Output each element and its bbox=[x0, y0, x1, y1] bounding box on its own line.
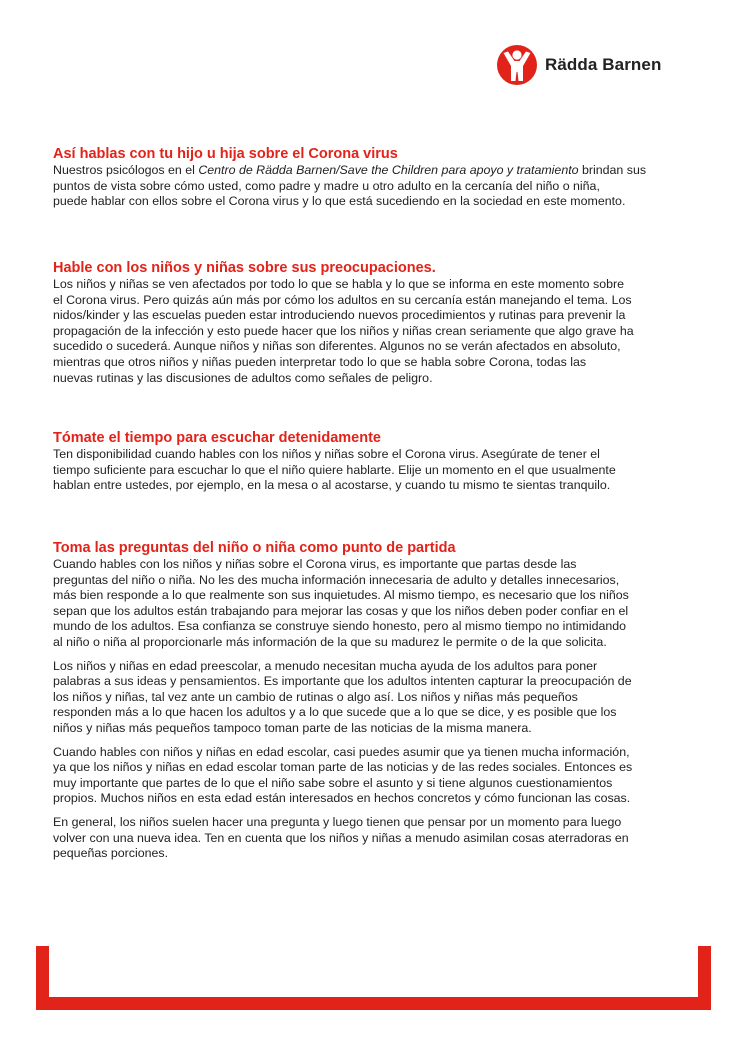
section-questions bbox=[53, 540, 699, 862]
logo bbox=[495, 43, 661, 87]
text-line: tiempo suficiente para escuchar lo que el niño quiere hablarte. Elije un momento en el que usualmente bbox=[53, 462, 616, 477]
section-paragraph bbox=[53, 745, 699, 807]
text-line: mientras que otros niños y niñas pueden interpretar todo lo que se habla sobre Corona, todas las bbox=[53, 354, 587, 369]
text-line: el Corona virus. Pero quizás aún más por cómo los adultos en su cercanía están manejando el tema. Los bbox=[53, 292, 632, 307]
text-line: hablan entre ustedes, por ejemplo, en la mesa o al acostarse, y cuando tu mismo te sientas tranquilo. bbox=[53, 478, 611, 493]
text-line: niños y niñas más pequeños tampoco toman parte de las noticias de la misma manera. bbox=[53, 720, 532, 735]
text-line: sucedido o sucederá. Aunque niños y niñas son diferentes. Algunos no se verán afectados en absoluto, bbox=[53, 339, 621, 354]
section-heading: Hable con los niños y niñas sobre sus preocupaciones. bbox=[53, 260, 436, 276]
footer-frame bbox=[36, 946, 711, 1010]
text-line: propios. Muchos niños en esta edad están interesados en hechos concretos y cómo funcionan las cosas. bbox=[53, 791, 631, 806]
section-paragraph bbox=[53, 277, 699, 386]
text-line: Cuando hables con niños y niñas en edad escolar, casi puedes asumir que ya tienen mucha información, bbox=[53, 744, 630, 759]
text-line: Cuando hables con los niños y niñas sobre el Corona virus, es importante que partas desde las bbox=[53, 557, 577, 571]
section-intro bbox=[53, 146, 699, 210]
text-line: puede hablar con ellos sobre el Corona virus y lo que está sucediendo en la sociedad en este momento. bbox=[53, 194, 626, 209]
text-line: Los niños y niñas se ven afectados por todo lo que se habla y lo que se informa en este momento sobre bbox=[53, 277, 625, 291]
text-line: pequeñas porciones. bbox=[53, 846, 169, 861]
section-paragraph bbox=[53, 815, 699, 862]
section-heading: Toma las preguntas del niño o niña como punto de partida bbox=[53, 540, 456, 556]
section-heading: Así hablas con tu hijo u hija sobre el Corona virus bbox=[53, 146, 398, 162]
text-line: preguntas del niño o niña. No les des mucha información innecesaria de adulto y detalles innecesarios, bbox=[53, 572, 620, 587]
text-line: al niño o niña al proporcionarle más información de la que su madurez le permite o de la que solicita. bbox=[53, 634, 607, 649]
centre-name: Centro de Rädda Barnen/Save the Children para apoyo y tratamiento bbox=[198, 163, 579, 177]
text-line: nidos/kinder y las escuelas pueden estar introduciendo nuevos procedimientos y rutinas para prevenir la bbox=[53, 308, 626, 323]
text-line: Nuestros psicólogos en el Centro de Rädda Barnen/Save the Children para apoyo y tratamiento brindan sus bbox=[53, 163, 647, 177]
text-line: puntos de vista sobre cómo usted, como padre y madre u otro adulto en la cercanía del niño o niña, bbox=[53, 178, 600, 193]
section-paragraph bbox=[53, 659, 699, 737]
text-line: Ten disponibilidad cuando hables con los niños y niñas sobre el Corona virus. Asegúrate de tener el bbox=[53, 447, 600, 461]
text-line: palabras a sus ideas y pensamientos. Es importante que los adultos intenten capturar la preocupación de bbox=[53, 674, 632, 689]
text-line: En general, los niños suelen hacer una pregunta y luego tienen que pensar por un momento para luego bbox=[53, 814, 622, 829]
text-line: los niños y niñas, tal vez ante un cambio de rutinas o algo así. Los niños y niñas más pequeños bbox=[53, 689, 578, 704]
rädda-barnen-child-icon bbox=[495, 43, 539, 87]
text-line: volver con una nueva idea. Ten en cuenta que los niños y niñas a menudo asimilan cosas aterradoras en bbox=[53, 830, 629, 845]
text-line: Los niños y niñas en edad preescolar, a menudo necesitan mucha ayuda de los adultos para poner bbox=[53, 658, 598, 673]
section-listen bbox=[53, 430, 699, 494]
text-line: responden más a lo que hacen los adultos y a lo que sucede que a lo que se dice, y es posible que los bbox=[53, 705, 617, 720]
text-line: propagación de la infección y esto puede hacer que los niños y niñas crean seriamente que algo grave ha bbox=[53, 323, 634, 338]
section-paragraph bbox=[53, 447, 699, 494]
section-paragraph bbox=[53, 557, 699, 651]
logo-text: Rädda Barnen bbox=[545, 55, 662, 74]
section-concerns bbox=[53, 260, 699, 386]
text-line: más bien responde a lo que realmente son sus inquietudes. Al mismo tiempo, es necesario que los niños bbox=[53, 588, 629, 603]
text-line: nuevas rutinas y las discusiones de adultos como señales de peligro. bbox=[53, 370, 433, 385]
text-line: ya que los niños y niñas en edad escolar toman parte de las noticias y de las redes sociales. Entonces es bbox=[53, 760, 633, 775]
text-line: mundo de los adultos. Esa confianza se construye siendo honesto, pero al mismo tiempo no intimidando bbox=[53, 619, 627, 634]
section-heading: Tómate el tiempo para escuchar detenidamente bbox=[53, 430, 381, 446]
text-line: sepan que los adultos están trabajando para mejorar las cosas y que los niños deben poder confiar en el bbox=[53, 603, 629, 618]
text-line: muy importante que partes de lo que el niño sabe sobre el asunto y si tiene algunos cuestionamientos bbox=[53, 775, 613, 790]
section-paragraph bbox=[53, 163, 699, 210]
